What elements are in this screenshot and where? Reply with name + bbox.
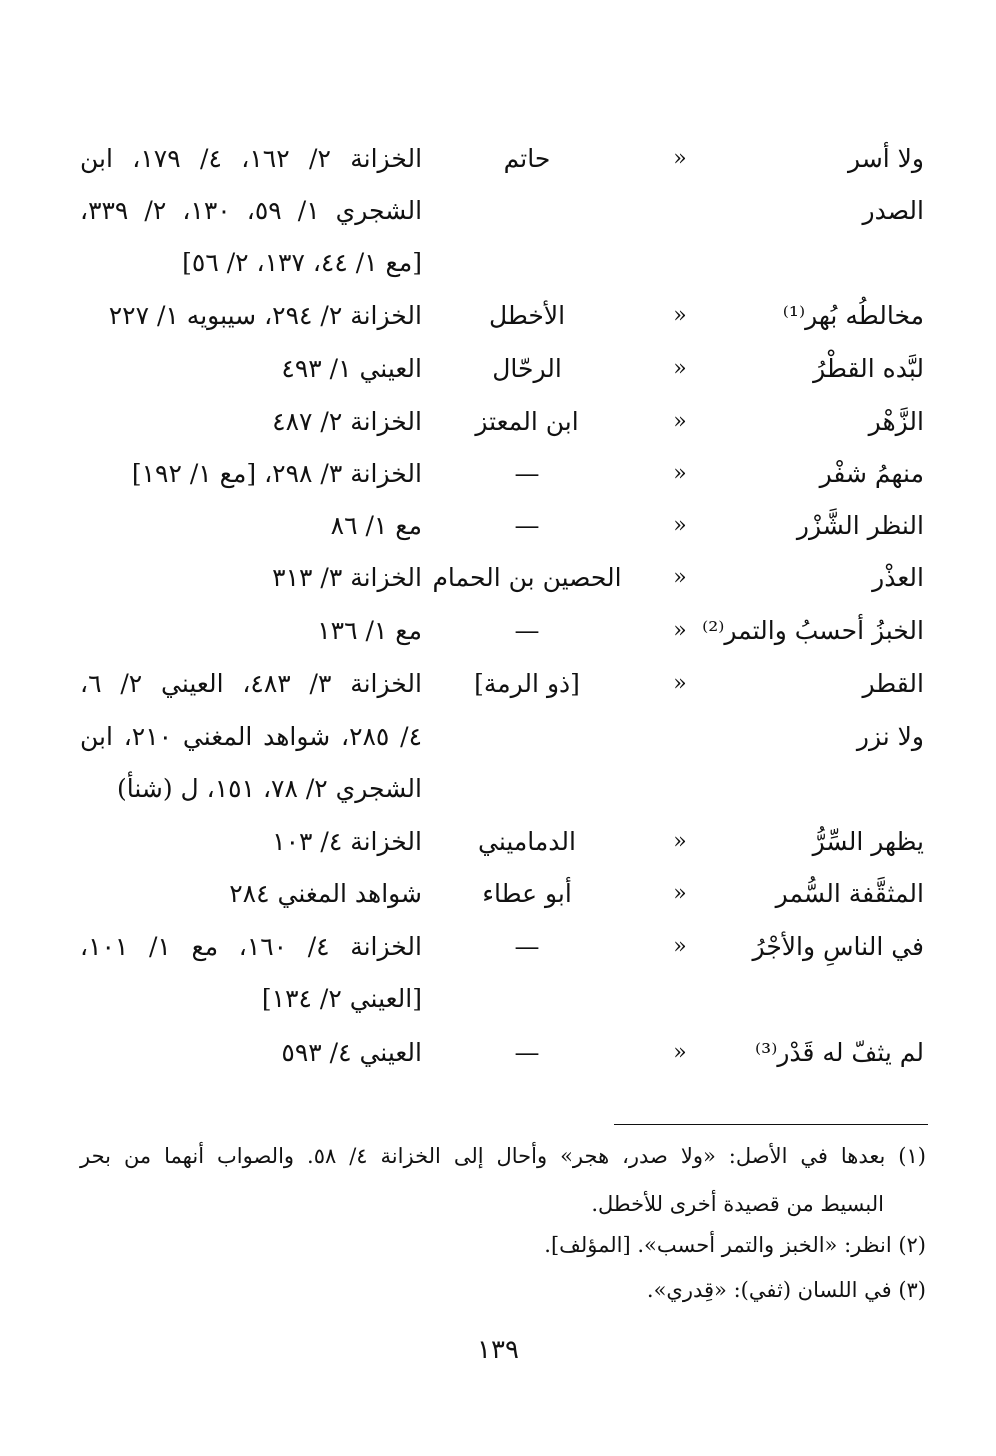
index-row: [0, 343, 996, 395]
rhyme-phrase: يظهر السِّرُّ: [812, 827, 924, 856]
poet-name: ابن المعتز: [475, 407, 579, 436]
ditto-mark: [665, 763, 695, 815]
source-reference: العيني ٤/ ٥٩٣: [281, 1038, 422, 1067]
index-row: [0, 658, 996, 710]
source-reference: العيني ١/ ٤٩٣: [281, 354, 422, 383]
index-row: [0, 448, 996, 500]
ditto-mark: [665, 185, 695, 237]
index-row: [0, 290, 996, 342]
rhyme-phrase: ولا نزر: [856, 722, 924, 751]
ditto-mark: «: [673, 409, 687, 434]
source-reference: الشجري ٢/ ٧٨، ١٥١، ل (شنأ): [116, 774, 422, 803]
footnote-1-line-1: (١) بعدها في الأصل: «ولا صدر، هجر» وأحال إلى الخزانة ٤/ ٥٨. والصواب أنهما من بحر: [80, 1144, 926, 1168]
ditto-mark: «: [673, 565, 687, 590]
source-reference: مع ١/ ٨٦: [330, 511, 422, 540]
source-reference: مع ١/ ١٣٦: [317, 616, 422, 645]
source-reference: شواهد المغني ٢٨٤: [229, 879, 422, 908]
ditto-mark: «: [673, 513, 687, 538]
index-row: [0, 921, 996, 973]
source-reference: [العيني ٢/ ١٣٤]: [261, 984, 422, 1013]
source-reference: الخزانة ٣/ ٢٩٨، [مع ١/ ١٩٢]: [131, 459, 422, 488]
poet-name: حاتم: [503, 144, 551, 173]
ditto-mark: [665, 237, 695, 289]
rhyme-phrase: [679, 763, 924, 815]
source-reference: ٤/ ٢٨٥، شواهد المغني ٢١٠، ابن: [80, 722, 423, 751]
ditto-mark: «: [673, 303, 687, 328]
ditto-mark: [665, 711, 695, 763]
footnote-2: (٢) انظر: «الخبز والتمر أحسب». [المؤلف].: [544, 1233, 926, 1257]
page-number: ١٣٩: [477, 1335, 519, 1365]
index-row: [0, 185, 996, 237]
poet-name: الأخطل: [488, 301, 566, 330]
index-row: [0, 500, 996, 552]
poet-name: [432, 973, 622, 1025]
source-reference: الشجري ١/ ٥٩، ١٣٠، ٢/ ٣٣٩،: [80, 196, 423, 225]
poet-name: —: [514, 459, 540, 488]
ditto-mark: «: [673, 829, 687, 854]
source-reference: الخزانة ٢/ ٢٩٤، سيبويه ١/ ٢٢٧: [108, 301, 422, 330]
rhyme-phrase: [679, 237, 924, 289]
index-row: [0, 237, 996, 289]
rhyme-phrase: المثقَّفة السُّمر: [775, 879, 924, 908]
index-row: [0, 605, 996, 657]
poet-name: [ذو الرمة]: [474, 669, 580, 698]
rhyme-phrase: الزَّهْر: [868, 407, 924, 436]
footnote-3: (٣) في اللسان (ثفي): «قِدري».: [646, 1278, 926, 1302]
source-reference: الخزانة ٤/ ١٠٣: [272, 827, 422, 856]
index-row: [0, 868, 996, 920]
index-row: [0, 711, 996, 763]
poet-name: [432, 185, 622, 237]
poet-name: الدماميني: [477, 827, 576, 856]
ditto-mark: «: [673, 934, 687, 959]
index-row: [0, 973, 996, 1025]
poet-name: —: [514, 511, 540, 540]
rhyme-phrase: [679, 973, 924, 1025]
source-reference: الخزانة ٢/ ١٦٢، ٤/ ١٧٩، ابن: [80, 144, 423, 173]
poet-name: —: [514, 616, 540, 645]
rhyme-phrase: في الناسِ والأجْرُ: [752, 932, 924, 961]
source-reference: الخزانة ٢/ ٤٨٧: [272, 407, 422, 436]
source-reference: الخزانة ٣/ ٤٨٣، العيني ٢/ ٦،: [80, 669, 422, 698]
index-row: [0, 816, 996, 868]
rhyme-phrase: مخالطُه بُهر⁽¹⁾: [782, 301, 924, 330]
rhyme-phrase: الصدر: [862, 196, 924, 225]
index-row: [0, 396, 996, 448]
poet-name: —: [514, 1038, 540, 1067]
ditto-mark: «: [673, 146, 687, 171]
rhyme-phrase: لبَّده القطْرُ: [813, 354, 924, 383]
rhyme-phrase: العذْر: [872, 563, 924, 592]
ditto-mark: «: [673, 1040, 687, 1065]
poet-name: [432, 763, 622, 815]
rhyme-phrase: ولا أسر: [848, 144, 924, 173]
index-row: [0, 1027, 996, 1079]
rhyme-phrase: الخبزُ أحسبُ والتمر⁽²⁾: [702, 616, 924, 645]
footnote-1-line-2: البسيط من قصيدة أخرى للأخطل.: [591, 1192, 884, 1216]
source-reference: [مع ١/ ٤٤، ١٣٧، ٢/ ٥٦]: [182, 248, 422, 277]
poet-name: الحصين بن الحمام: [432, 563, 622, 592]
source-reference: الخزانة ٣/ ٣١٣: [272, 563, 422, 592]
poet-name: —: [514, 932, 540, 961]
ditto-mark: «: [673, 356, 687, 381]
poet-name: [432, 237, 622, 289]
index-row: [0, 552, 996, 604]
footnote-separator: [614, 1124, 928, 1125]
index-row: [0, 763, 996, 815]
ditto-mark: «: [673, 461, 687, 486]
ditto-mark: [665, 973, 695, 1025]
ditto-mark: «: [673, 671, 687, 696]
rhyme-phrase: لم يثفّ له قَدْر⁽³⁾: [755, 1038, 924, 1067]
rhyme-phrase: النظر الشَّزْر: [796, 511, 924, 540]
source-reference: الخزانة ٤/ ١٦٠، مع ١/ ١٠١،: [80, 932, 422, 961]
index-row: [0, 133, 996, 185]
rhyme-phrase: القطر: [862, 669, 924, 698]
poet-name: أبو عطاء: [482, 879, 572, 908]
ditto-mark: «: [673, 881, 687, 906]
poet-name: الرحّال: [492, 354, 562, 383]
ditto-mark: «: [673, 618, 687, 643]
poet-name: [432, 711, 622, 763]
rhyme-phrase: منهمُ شفْر: [819, 459, 924, 488]
